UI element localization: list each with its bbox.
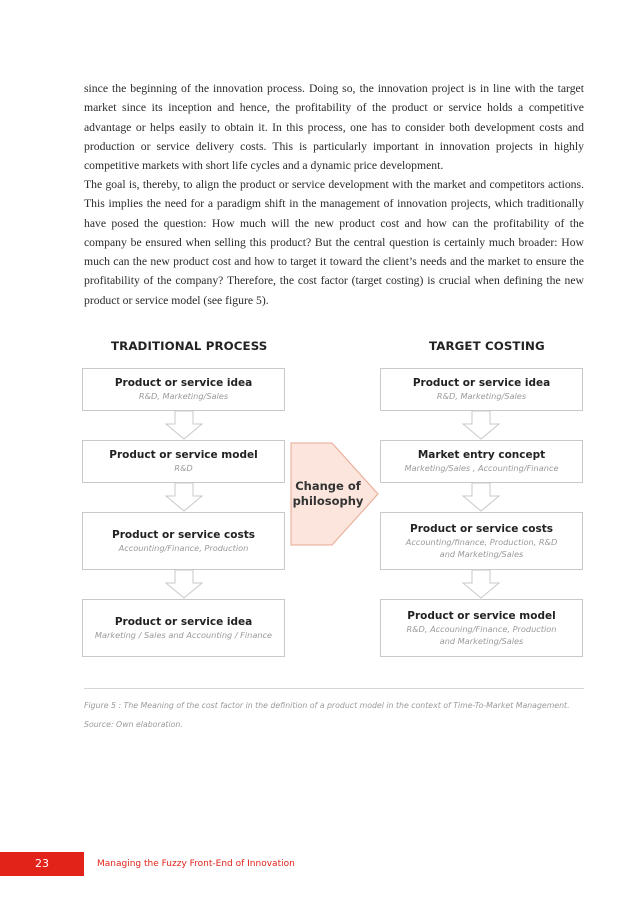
box-subtitle: Accounting/Finance, Production: [118, 542, 249, 553]
right-box-market-entry: [380, 440, 583, 483]
box-title: Market entry concept: [417, 449, 546, 462]
box-title: Product or service model: [407, 610, 556, 622]
right-box-idea: [380, 368, 583, 411]
box-subtitle-line2: and Marketing/Sales: [439, 635, 524, 646]
page-number: 23: [0, 852, 84, 876]
traditional-process-title: TRADITIONAL PROCESS: [111, 339, 268, 353]
figure-caption: Figure 5 : The Meaning of the cost factor in the definition of a product model in the context of Time-To-Market Management. Source: Own elaboration.: [84, 701, 570, 729]
box-title: Product or service costs: [112, 528, 255, 541]
left-box-idea-final: [82, 599, 285, 657]
right-box-model: [380, 599, 583, 657]
left-box-idea: [82, 368, 285, 411]
box-subtitle: R&D, Marketing/Sales: [436, 391, 527, 402]
box-subtitle: R&D, Accouning/Finance, Production: [406, 624, 557, 634]
paragraph-1: since the beginning of the innovation process. Doing so, the innovation project is in line with the target market since its inception and hence, the profitability of the product or service holds a competitive advantage or helps easily to obtain it. In this process, one has to consider both development costs and production or service delivery costs. This is particularly important in innovation projects in highly competitive markets with short life cycles and a dynamic price development.: [84, 82, 584, 173]
down-arrow-icon: [164, 483, 204, 512]
box-subtitle-line2: and Marketing/Sales: [439, 548, 524, 559]
down-arrow-icon: [164, 411, 204, 440]
box-subtitle: R&D: [174, 463, 193, 474]
footer-title: Managing the Fuzzy Front-End of Innovation: [97, 859, 295, 869]
box-title: Product or service idea: [412, 377, 551, 390]
right-box-costs: [380, 512, 583, 570]
box-title: Product or service idea: [114, 377, 253, 390]
box-subtitle: Marketing/Sales , Accounting/Finance: [404, 463, 559, 474]
left-box-costs: [82, 512, 285, 570]
paragraph-2: The goal is, thereby, to align the product or service development with the market and competitors actions. This implies the need for a paradigm shift in the management of innovation projects, which traditionally have posed the question: How much will the new product cost and how can the profitability of the company be ensured when selling this product? But the central question is certainly much broader: How much can the new product cost and how to target it toward the client’s needs and the market to ensure the profitability of the company? Therefore, the cost factor (target costing) is crucial when defining the new product or service model (see figure 5).: [84, 178, 584, 307]
down-arrow-icon: [461, 411, 501, 440]
box-title: Product or service model: [109, 449, 258, 462]
down-arrow-icon: [461, 570, 501, 599]
box-subtitle: Marketing / Sales and Accounting / Finance: [94, 629, 273, 640]
box-subtitle: R&D, Marketing/Sales: [138, 391, 229, 402]
box-title: Product or service costs: [410, 523, 553, 535]
change-of-philosophy-label: Change of philosophy: [292, 479, 364, 508]
down-arrow-icon: [164, 570, 204, 599]
box-title: Product or service idea: [114, 615, 253, 628]
box-subtitle: Accounting/finance, Production, R&D: [405, 537, 558, 547]
target-costing-title: TARGET COSTING: [429, 339, 545, 353]
caption-divider: [84, 688, 584, 689]
down-arrow-icon: [461, 483, 501, 512]
left-box-model: [82, 440, 285, 483]
